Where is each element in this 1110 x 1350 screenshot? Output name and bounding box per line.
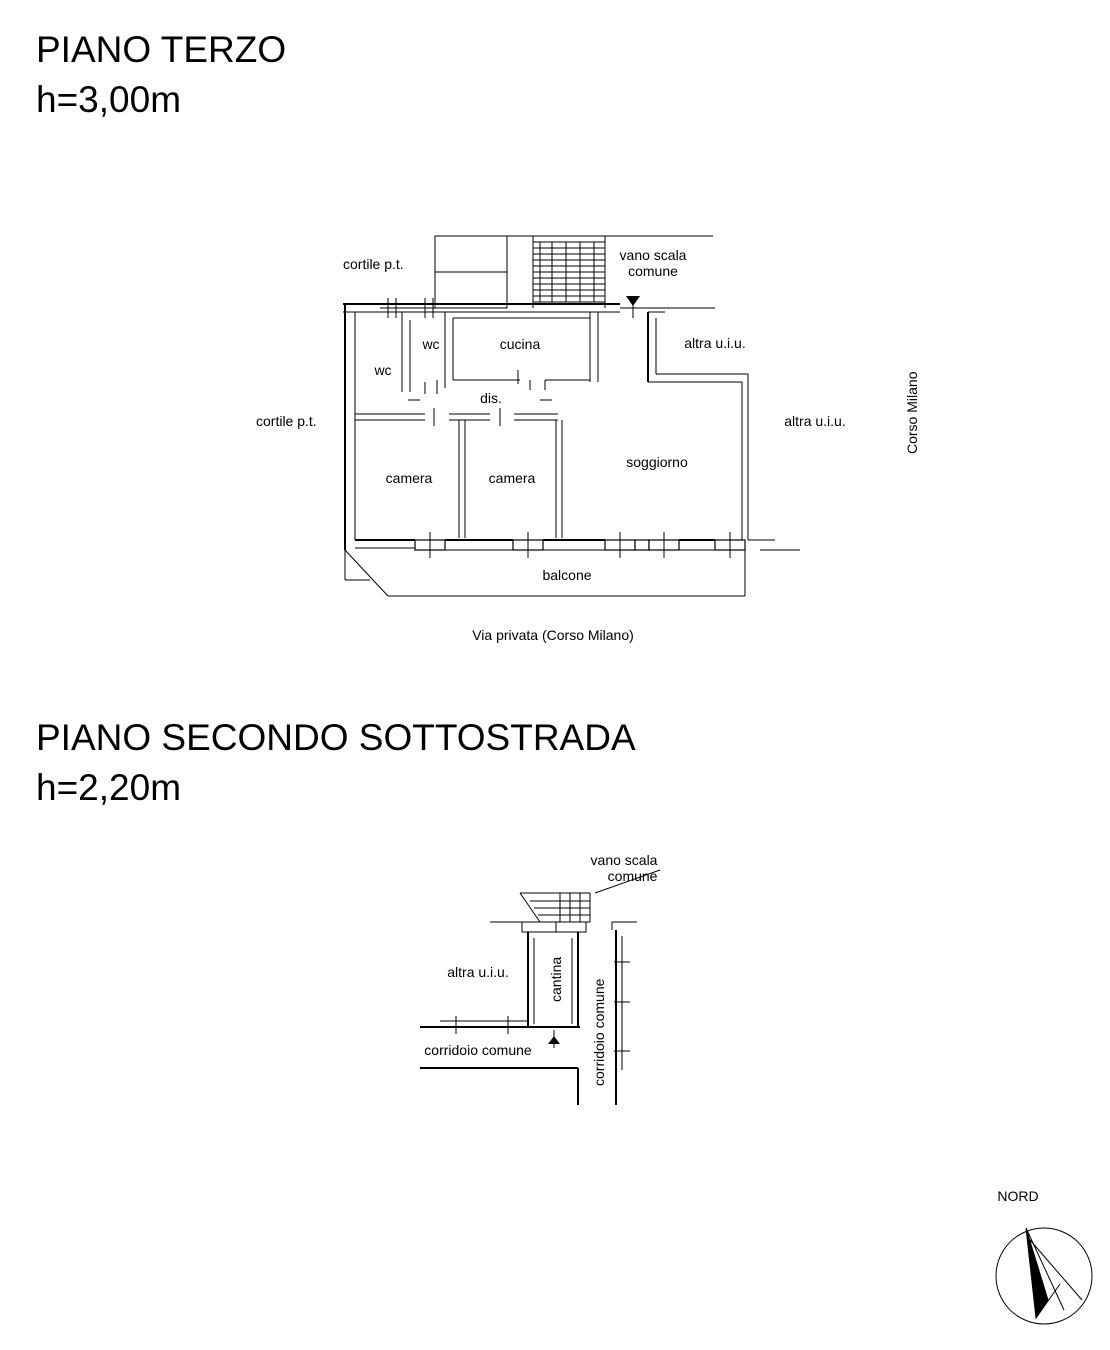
north-compass bbox=[996, 1228, 1092, 1324]
label-cantina: cantina bbox=[548, 956, 564, 1002]
label-dis: dis. bbox=[480, 390, 502, 406]
label-camera-1: camera bbox=[385, 470, 433, 486]
label-camera-2: camera bbox=[488, 470, 536, 486]
label-altra-uiu-basement: altra u.i.u. bbox=[447, 964, 509, 980]
label-vano-scala: vano scala comune bbox=[619, 247, 687, 279]
label-corso-milano: Corso Milano bbox=[904, 371, 920, 454]
label-nord: NORD bbox=[997, 1188, 1039, 1204]
label-cortile-top: cortile p.t. bbox=[343, 256, 404, 272]
compass-needle bbox=[1026, 1228, 1048, 1318]
label-cortile-left: cortile p.t. bbox=[256, 413, 317, 429]
label-wc-2: wc bbox=[422, 336, 440, 352]
label-altra-uiu-1: altra u.i.u. bbox=[684, 335, 746, 351]
label-wc-1: wc bbox=[374, 362, 392, 378]
label-soggiorno: soggiorno bbox=[626, 454, 688, 470]
label-corridoio-vertical: corridoio comune bbox=[591, 978, 607, 1086]
floor3-height: h=3,00m bbox=[36, 79, 182, 120]
compass-circle bbox=[996, 1228, 1092, 1324]
basement-plan bbox=[420, 870, 660, 1105]
floor3-title: PIANO TERZO bbox=[36, 29, 287, 70]
label-via-privata: Via privata (Corso Milano) bbox=[472, 627, 634, 643]
label-balcone: balcone bbox=[542, 567, 592, 583]
basement-title: PIANO SECONDO SOTTOSTRADA bbox=[36, 717, 636, 758]
label-altra-uiu-2: altra u.i.u. bbox=[784, 413, 846, 429]
label-cucina: cucina bbox=[499, 336, 541, 352]
floor3-plan bbox=[343, 236, 800, 596]
basement-height: h=2,20m bbox=[36, 767, 182, 808]
label-vano-scala-basement: vano scala comune bbox=[590, 852, 658, 884]
label-corridoio-horizontal: corridoio comune bbox=[424, 1042, 532, 1058]
